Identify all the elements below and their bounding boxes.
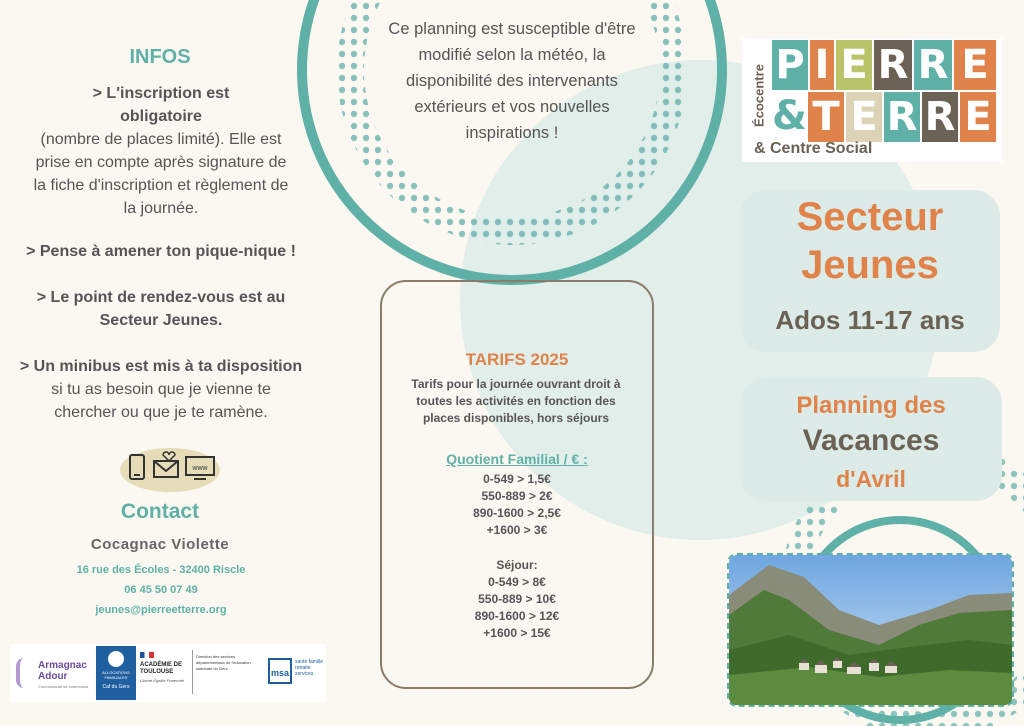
ados-age-range: Ados 11-17 ans xyxy=(775,305,965,335)
tarif-journee-row: 0-549 > 1,5€ xyxy=(483,472,551,486)
planning-note: Ce planning est susceptible d'être modifié selon la météo, la disponibilité des intervenants extérieurs et vos nouvelles inspirations ! xyxy=(388,20,636,142)
logo-letter: I xyxy=(810,40,834,90)
logo-letter: R xyxy=(922,92,958,142)
infos-title: INFOS xyxy=(129,46,191,68)
academie-line2: Liberté Égalité Fraternité xyxy=(140,678,184,683)
tarif-journee-row: +1600 > 3€ xyxy=(486,523,548,537)
contact-address: 16 rue des Écoles - 32400 Riscle xyxy=(76,564,246,576)
rendezvous-text: > Le point de rendez-vous est au Secteur Jeunes. xyxy=(36,289,286,329)
quotient-familial-title: Quotient Familial / € : xyxy=(446,451,588,467)
tarif-sejour-row: 550-889 > 10€ xyxy=(478,592,556,606)
armagnac-sub: Communauté de communes xyxy=(38,684,89,689)
planning-title-line2: Vacances xyxy=(802,424,940,457)
logo-letter: E xyxy=(960,92,996,142)
caf-logo xyxy=(96,646,136,700)
sejour-title: Séjour: xyxy=(496,558,538,572)
tarifs-title: TARIFS 2025 xyxy=(465,350,569,369)
contact-title: Contact xyxy=(120,500,200,523)
minibus-text: si tu as besoin que je vienne te chercher ou que je te ramène. xyxy=(51,381,271,421)
svg-text:www: www xyxy=(192,465,208,472)
logo-ecocentre: Écocentre xyxy=(751,64,767,127)
logo-centre-social: & Centre Social xyxy=(754,140,873,157)
contact-icons xyxy=(118,445,222,495)
caf-line1: ALLOCATIONS FAMILIALES xyxy=(102,670,130,680)
tarif-sejour-row: 0-549 > 8€ xyxy=(488,575,546,589)
mountain-village-photo xyxy=(727,553,1014,707)
logo-ampersand: & xyxy=(772,93,807,139)
armagnac-logo xyxy=(16,654,94,694)
contact-email[interactable]: jeunes@pierreetterre.org xyxy=(95,604,227,616)
msa-logo xyxy=(268,658,324,686)
academie-logo xyxy=(140,652,186,696)
planning-title-line3: d'Avril xyxy=(836,466,906,492)
logo-letter: T xyxy=(808,92,844,142)
academie-line1: ACADÉMIE DE TOULOUSE xyxy=(140,662,183,675)
tarif-sejour-row: 890-1600 > 12€ xyxy=(474,609,560,623)
minibus-bold: > Un minibus est mis à ta disposition xyxy=(19,358,303,375)
logo-letter: R xyxy=(884,92,920,142)
logo-letter: R xyxy=(874,40,912,90)
armagnac-emblem-icon xyxy=(16,658,36,688)
planning-title-line1: Planning des xyxy=(796,392,946,419)
logo-letter: E xyxy=(954,40,996,90)
logo-letter: E xyxy=(836,40,872,90)
tarifs-description: Tarifs pour la journée ouvrant droit à toutes les activités en fonction des places disponibles, hors séjours xyxy=(411,377,621,425)
flag-icon xyxy=(140,652,154,658)
tarif-journee-row: 550-889 > 2€ xyxy=(481,489,553,503)
armagnac-name: Armagnac Adour xyxy=(38,660,87,682)
logo-letter: R xyxy=(914,40,952,90)
secteur-title: Secteur Jeunes xyxy=(796,195,944,287)
msa-text: santé famille retraite services xyxy=(295,659,324,677)
tarif-sejour-row: +1600 > 15€ xyxy=(483,626,551,640)
msa-mark: msa xyxy=(268,658,292,684)
partner-divider xyxy=(192,650,193,694)
contact-name: Cocagnac Violette xyxy=(90,536,230,553)
tarif-journee-row: 890-1600 > 2,5€ xyxy=(473,506,561,520)
piquenique-text: > Pense à amener ton pique-nique ! xyxy=(26,243,296,260)
logo-letter: P xyxy=(772,40,808,90)
inscription-text: (nombre de places limité). Elle est prise en compte après signature de la fiche d'inscription et règlement de la journée. xyxy=(33,131,289,217)
inscription-bold: > L'inscription est obligatoire xyxy=(92,85,230,125)
caf-emblem-icon xyxy=(108,651,124,667)
logo-letter: E xyxy=(846,92,882,142)
direction-text: Direction des services départementaux de l'éducation nationale du Gers xyxy=(196,654,251,671)
caf-line2: Caf du Gers xyxy=(102,684,130,690)
contact-phone[interactable]: 06 45 50 07 49 xyxy=(124,584,198,596)
pierre-et-terre-logo xyxy=(742,38,1002,162)
partners-logos xyxy=(10,644,326,702)
